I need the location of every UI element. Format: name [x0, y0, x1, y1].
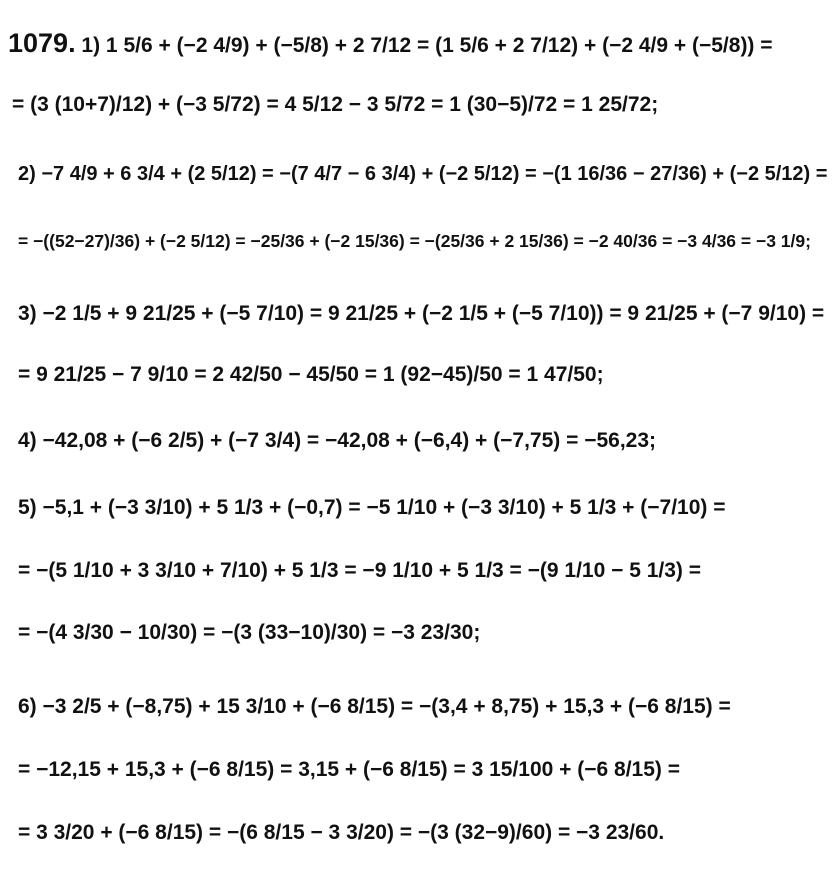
solution-line-3 — [18, 164, 827, 184]
solution-line-8 — [18, 497, 726, 518]
line-text: 2) −7 4/9 + 6 3/4 + (2 5/12) = −(7 4/7 − 6 3/4) + (−2 5/12) = −(1 16/36 − 27/36) + (−2 5/12) = — [18, 163, 828, 185]
line-text: 1) 1 5/6 + (−2 4/9) + (−5/8) + 2 7/12 = (1 5/6 + 2 7/12) + (−2 4/9 + (−5/8)) = — [81, 34, 773, 57]
solution-line-12 — [18, 759, 680, 780]
line-text: 4) −42,08 + (−6 2/5) + (−7 3/4) = −42,08 + (−6,4) + (−7,75) = −56,23; — [18, 429, 657, 452]
solution-line-13 — [18, 822, 664, 843]
line-text: 5) −5,1 + (−3 3/10) + 5 1/3 + (−0,7) = −5 1/10 + (−3 3/10) + 5 1/3 + (−7/10) = — [18, 496, 726, 519]
line-text: = 3 3/20 + (−6 8/15) = −(6 8/15 − 3 3/20) = −(3 (32−9)/60) = −3 23/60. — [18, 821, 665, 844]
solution-line-7 — [18, 430, 656, 451]
solution-line-1 — [8, 30, 773, 57]
problem-number: 1079. — [8, 28, 76, 58]
line-text: = −12,15 + 15,3 + (−6 8/15) = 3,15 + (−6 8/15) = 3 15/100 + (−6 8/15) = — [18, 758, 681, 781]
solution-line-2 — [12, 94, 658, 115]
line-text: = 9 21/25 − 7 9/10 = 2 42/50 − 45/50 = 1 (92−45)/50 = 1 47/50; — [18, 363, 604, 386]
solution-line-11 — [18, 696, 731, 717]
line-text: = −(4 3/30 − 10/30) = −(3 (33−10)/30) = −3 23/30; — [18, 621, 481, 644]
line-text: = −((52−27)/36) + (−2 5/12) = −25/36 + (−2 15/36) = −(25/36 + 2 15/36) = −2 40/36 = −3 4/36 = −3 1/9; — [18, 231, 811, 251]
line-text: = (3 (10+7)/12) + (−3 5/72) = 4 5/12 − 3 5/72 = 1 (30−5)/72 = 1 25/72; — [12, 93, 659, 116]
solution-line-9 — [18, 560, 701, 581]
solution-line-5 — [18, 303, 824, 324]
line-text: 6) −3 2/5 + (−8,75) + 15 3/10 + (−6 8/15) = −(3,4 + 8,75) + 15,3 + (−6 8/15) = — [18, 695, 731, 718]
solution-line-6 — [18, 364, 604, 385]
line-text: 3) −2 1/5 + 9 21/25 + (−5 7/10) = 9 21/25 + (−2 1/5 + (−5 7/10)) = 9 21/25 + (−7 9/10) = — [18, 302, 825, 325]
solution-line-4 — [18, 233, 811, 251]
line-text: = −(5 1/10 + 3 3/10 + 7/10) + 5 1/3 = −9 1/10 + 5 1/3 = −(9 1/10 − 5 1/3) = — [18, 559, 702, 582]
solution-line-10 — [18, 622, 480, 643]
